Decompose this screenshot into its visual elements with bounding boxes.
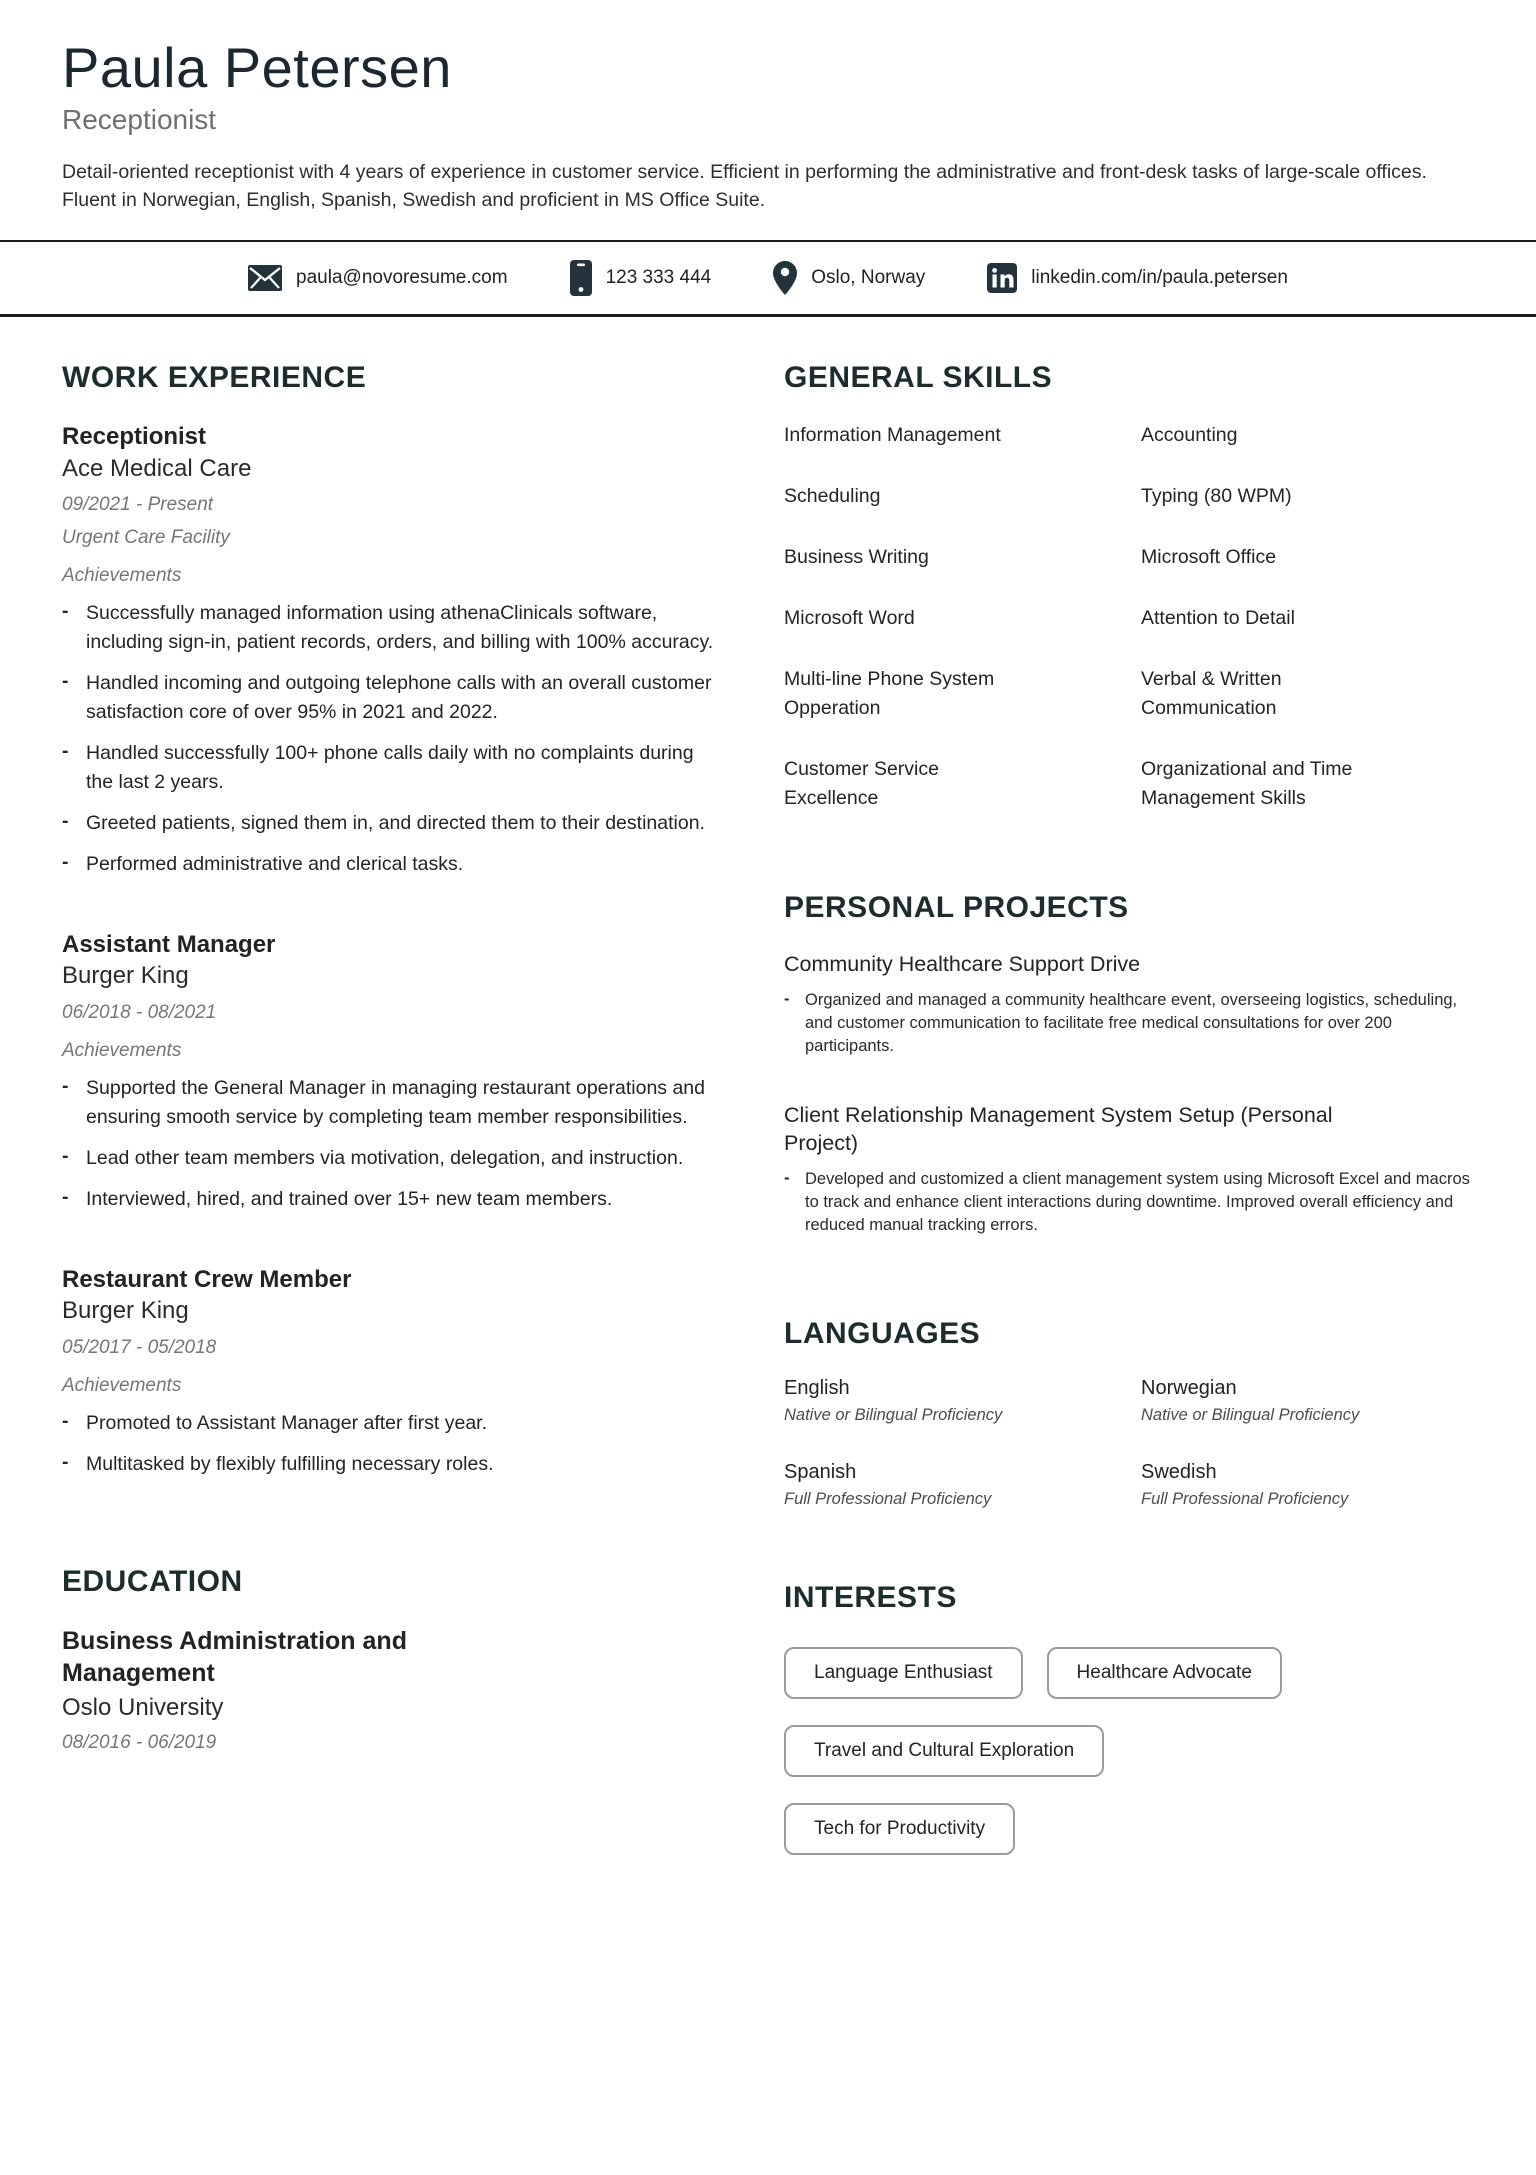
skill-item: Microsoft Office (1141, 546, 1277, 569)
contact-linkedin-text: linkedin.com/in/paula.petersen (1031, 267, 1288, 289)
person-job-title: Receptionist (62, 104, 217, 136)
interests-section (784, 1581, 1472, 1855)
achievements-label: Achievements (62, 1375, 182, 1397)
achievement-item: - Supported the General Manager in managing restaurant operations and ensuring smooth service by completing team member responsibilities. (62, 1074, 722, 1132)
languages-heading: LANGUAGES (784, 1317, 981, 1351)
person-name: Paula Petersen (62, 36, 452, 99)
interest-tag: Tech for Productivity (784, 1803, 1015, 1855)
skill-item: Multi-line Phone System Opperation (784, 668, 995, 720)
work-experience-section (62, 361, 722, 1479)
job-entry (62, 421, 722, 879)
resume-body (0, 361, 1536, 1881)
general-skills-heading: GENERAL SKILLS (784, 361, 1053, 395)
achievement-item: - Interviewed, hired, and trained over 15+ new team members. (62, 1185, 722, 1214)
language-name: Swedish (1141, 1461, 1217, 1484)
work-experience-heading: WORK EXPERIENCE (62, 361, 367, 395)
achievement-item: - Performed administrative and clerical tasks. (62, 850, 722, 879)
language-entry (784, 1461, 1115, 1509)
project-name: Community Healthcare Support Drive (784, 952, 1141, 977)
skill-item: Organizational and Time Management Skills (1141, 758, 1353, 810)
achievement-list (62, 1409, 722, 1479)
interests-heading: INTERESTS (784, 1581, 957, 1615)
language-level: Full Professional Proficiency (784, 1490, 992, 1509)
skill-item: Microsoft Word (784, 607, 915, 630)
job-dates: 09/2021 - Present (62, 493, 214, 515)
interest-tag: Travel and Cultural Exploration (784, 1725, 1104, 1777)
project-entry (784, 951, 1472, 1058)
languages-grid (784, 1377, 1472, 1509)
contact-phone-text: 123 333 444 (605, 267, 712, 289)
contact-location (773, 261, 925, 295)
interest-tag: Language Enthusiast (784, 1647, 1023, 1699)
education-school: Oslo University (62, 1693, 224, 1721)
job-dates: 06/2018 - 08/2021 (62, 1001, 217, 1023)
contact-location-text: Oslo, Norway (811, 267, 926, 289)
summary-text: Detail-oriented receptionist with 4 years of experience in customer service. Efficient in performing the administrative and front-desk tasks of large-scale offices. Fluent in Norwegian, English, Spanish, Swedish and proficient in MS Office Suite. (62, 161, 1427, 212)
skill-item: Typing (80 WPM) (1141, 485, 1292, 508)
achievements-label: Achievements (62, 565, 182, 587)
achievement-item: - Successfully managed information using athenaClinicals software, including sign-in, patient records, orders, and billing with 100% accuracy. (62, 599, 722, 657)
skill-item: Scheduling (784, 485, 881, 508)
education-dates: 08/2016 - 06/2019 (62, 1731, 217, 1753)
education-degree: Business Administration and Management (62, 1626, 407, 1688)
project-bullet-list (784, 1168, 1472, 1237)
interest-tag-row (784, 1725, 1472, 1777)
project-bullet-list (784, 989, 1472, 1058)
achievement-item: - Promoted to Assistant Manager after first year. (62, 1409, 722, 1438)
job-company: Burger King (62, 962, 189, 990)
job-subtitle: Urgent Care Facility (62, 526, 230, 548)
interest-tag-row (784, 1803, 1472, 1855)
skill-item: Accounting (1141, 424, 1238, 447)
project-entry (784, 1102, 1472, 1237)
resume-header (0, 36, 1536, 214)
project-bullet: - Organized and managed a community healthcare event, overseeing logistics, scheduling, and customer communication to facilitate free medical consultations for over 200 participants. (784, 989, 1472, 1058)
interest-tag: Healthcare Advocate (1047, 1647, 1282, 1699)
project-bullet: - Developed and customized a client management system using Microsoft Excel and macros to track and enhance client interactions during downtime. Improved overall efficiency and reduced manual tracking errors. (784, 1168, 1472, 1237)
achievement-item: - Handled incoming and outgoing telephone calls with an overall customer satisfaction core of over 95% in 2021 and 2022. (62, 669, 722, 727)
general-skills-section (784, 361, 1472, 813)
left-column (62, 361, 722, 1881)
phone-icon (570, 260, 592, 296)
language-entry (1141, 1461, 1472, 1509)
job-company: Burger King (62, 1297, 189, 1325)
language-entry (784, 1377, 1115, 1425)
job-title: Assistant Manager (62, 931, 276, 959)
achievement-item: - Lead other team members via motivation, delegation, and instruction. (62, 1144, 722, 1173)
contact-bar (0, 240, 1536, 317)
skill-item: Information Management (784, 424, 1001, 447)
language-name: Norwegian (1141, 1377, 1237, 1400)
personal-projects-section (784, 891, 1472, 1237)
interest-tag-row (784, 1647, 1472, 1699)
contact-email-text: paula@novoresume.com (296, 267, 508, 289)
contact-phone (570, 260, 712, 296)
contact-email (248, 265, 508, 291)
skills-grid (784, 421, 1472, 813)
education-heading: EDUCATION (62, 1564, 243, 1598)
education-section (62, 1565, 722, 1754)
email-icon (248, 265, 282, 291)
language-level: Native or Bilingual Proficiency (1141, 1406, 1360, 1425)
achievement-list (62, 599, 722, 879)
job-dates: 05/2017 - 05/2018 (62, 1336, 217, 1358)
contact-linkedin (987, 263, 1288, 293)
achievement-item: - Handled successfully 100+ phone calls daily with no complaints during the last 2 years. (62, 739, 722, 797)
language-entry (1141, 1377, 1472, 1425)
right-column (784, 361, 1472, 1881)
languages-section (784, 1317, 1472, 1509)
job-entry (62, 1264, 722, 1479)
linkedin-icon (987, 263, 1017, 293)
achievements-label: Achievements (62, 1040, 182, 1062)
location-pin-icon (773, 261, 797, 295)
job-entry (62, 929, 722, 1214)
skill-item: Customer Service Excellence (784, 758, 939, 810)
job-company: Ace Medical Care (62, 454, 252, 482)
personal-projects-heading: PERSONAL PROJECTS (784, 891, 1129, 925)
language-name: Spanish (784, 1461, 857, 1484)
skill-item: Attention to Detail (1141, 607, 1295, 630)
achievement-item: - Multitasked by flexibly fulfilling necessary roles. (62, 1450, 722, 1479)
achievement-item: - Greeted patients, signed them in, and directed them to their destination. (62, 809, 722, 838)
skill-item: Business Writing (784, 546, 929, 569)
skill-item: Verbal & Written Communication (1141, 668, 1282, 720)
achievement-list (62, 1074, 722, 1214)
job-title: Restaurant Crew Member (62, 1265, 352, 1293)
language-name: English (784, 1377, 850, 1400)
project-name: Client Relationship Management System Setup (Personal Project) (784, 1103, 1333, 1156)
language-level: Full Professional Proficiency (1141, 1490, 1349, 1509)
language-level: Native or Bilingual Proficiency (784, 1406, 1003, 1425)
job-title: Receptionist (62, 423, 207, 451)
